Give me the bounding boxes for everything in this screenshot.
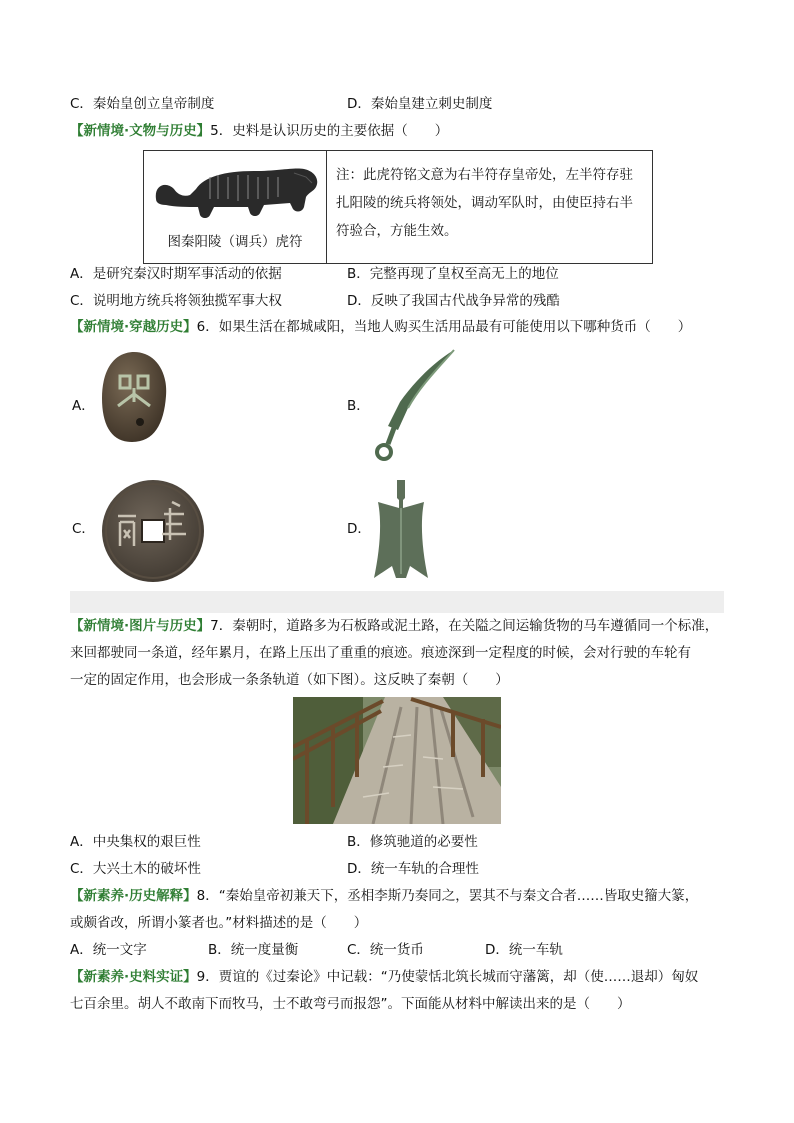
q6-stem-line [70, 318, 691, 336]
q7-option-d: D．统一车轨的合理性 [347, 861, 479, 877]
q7-tag: 【新情境·图片与历史】 [70, 618, 211, 634]
q9-stem-1: 9．贾谊的《过秦论》中记载：“乃使蒙恬北筑长城而守藩篱，却（使……退却）匈奴 [196, 969, 699, 985]
q4-option-d: D．秦始皇建立刺史制度 [347, 96, 493, 112]
q8-line-2: 或颇省改，所谓小篆者也。”材料描述的是（ ） [70, 915, 368, 931]
q7-stem-1: 7．秦朝时，道路多为石板路或泥土路，在关隘之间运输货物的马车遵循同一个标准， [210, 618, 719, 634]
tiger-tally-caption: 图秦阳陵（调兵）虎符 [167, 234, 303, 250]
q5-source-table [143, 150, 653, 264]
q6-stem: 6．如果生活在都城咸阳，当地人购买生活用品最有可能使用以下哪种货币（ ） [196, 319, 692, 335]
q4-option-c: C．秦始皇创立皇帝制度 [70, 96, 215, 112]
tiger-tally-cell [144, 151, 327, 263]
q9-line-1 [70, 968, 698, 986]
tiger-tally-image [144, 155, 326, 233]
q5-option-c: C．说明地方统兵将领独揽军事大权 [70, 293, 282, 309]
q5-tag: 【新情境·文物与历史】 [70, 123, 211, 139]
q9-line-2: 七百余里。胡人不敢南下而牧马，士不敢弯弓而报怨”。下面能从材料中解读出来的是（ ） [70, 996, 631, 1012]
q7-line-3: 一定的固定作用，也会形成一条条轨道（如下图）。这反映了秦朝（ ） [70, 672, 509, 688]
q8-option-a: A．统一文字 [70, 942, 147, 958]
q5-option-b: B．完整再现了皇权至高无上的地位 [347, 266, 559, 282]
q5-stem-line [70, 122, 448, 140]
spade-coin-image [372, 478, 430, 584]
q7-line-2: 来回都驶同一条道，经年累月，在路上压出了重重的痕迹。痕迹深到一定程度的时候，会对行驶的车轮有 [70, 645, 691, 661]
q7-line-1 [70, 617, 718, 635]
q8-option-b: B．统一度量衡 [208, 942, 299, 958]
qin-road-ruts-photo [293, 697, 501, 824]
q8-line-1 [70, 887, 698, 905]
q7-option-c: C．大兴土木的破坏性 [70, 861, 201, 877]
q9-tag: 【新素养·史料实证】 [70, 969, 197, 985]
knife-coin-image [370, 346, 460, 466]
q6-tag: 【新情境·穿越历史】 [70, 319, 197, 335]
q5-option-a: A．是研究秦汉时期军事活动的依据 [70, 266, 282, 282]
q6-option-b-label: B． [347, 398, 370, 414]
q8-stem-1: 8．“秦始皇帝初兼天下，丞相李斯乃奏同之，罢其不与秦文合者……皆取史籀大篆， [196, 888, 699, 904]
q7-option-a: A．中央集权的艰巨性 [70, 834, 201, 850]
q6-option-c-label: C． [72, 521, 95, 537]
banliang-coin-image [100, 478, 206, 584]
q5-note: 注：此虎符铭文意为右半符存皇帝处，左半符存驻扎阳陵的统兵将领处，调动军队时，由使臣持右半符验合，方能生效。 [336, 167, 633, 239]
q6-option-d-label: D． [347, 521, 371, 537]
q8-option-d: D．统一车轨 [485, 942, 563, 958]
q6-option-a-label: A． [72, 398, 95, 414]
q5-option-d: D．反映了我国古代战争异常的残酷 [347, 293, 560, 309]
separator-band [70, 591, 724, 613]
q8-tag: 【新素养·历史解释】 [70, 888, 197, 904]
q8-option-c: C．统一货币 [347, 942, 424, 958]
q7-option-b: B．修筑驰道的必要性 [347, 834, 478, 850]
q5-stem: 5．史料是认识历史的主要依据（ ） [210, 123, 449, 139]
ant-nose-coin-image [96, 348, 172, 446]
